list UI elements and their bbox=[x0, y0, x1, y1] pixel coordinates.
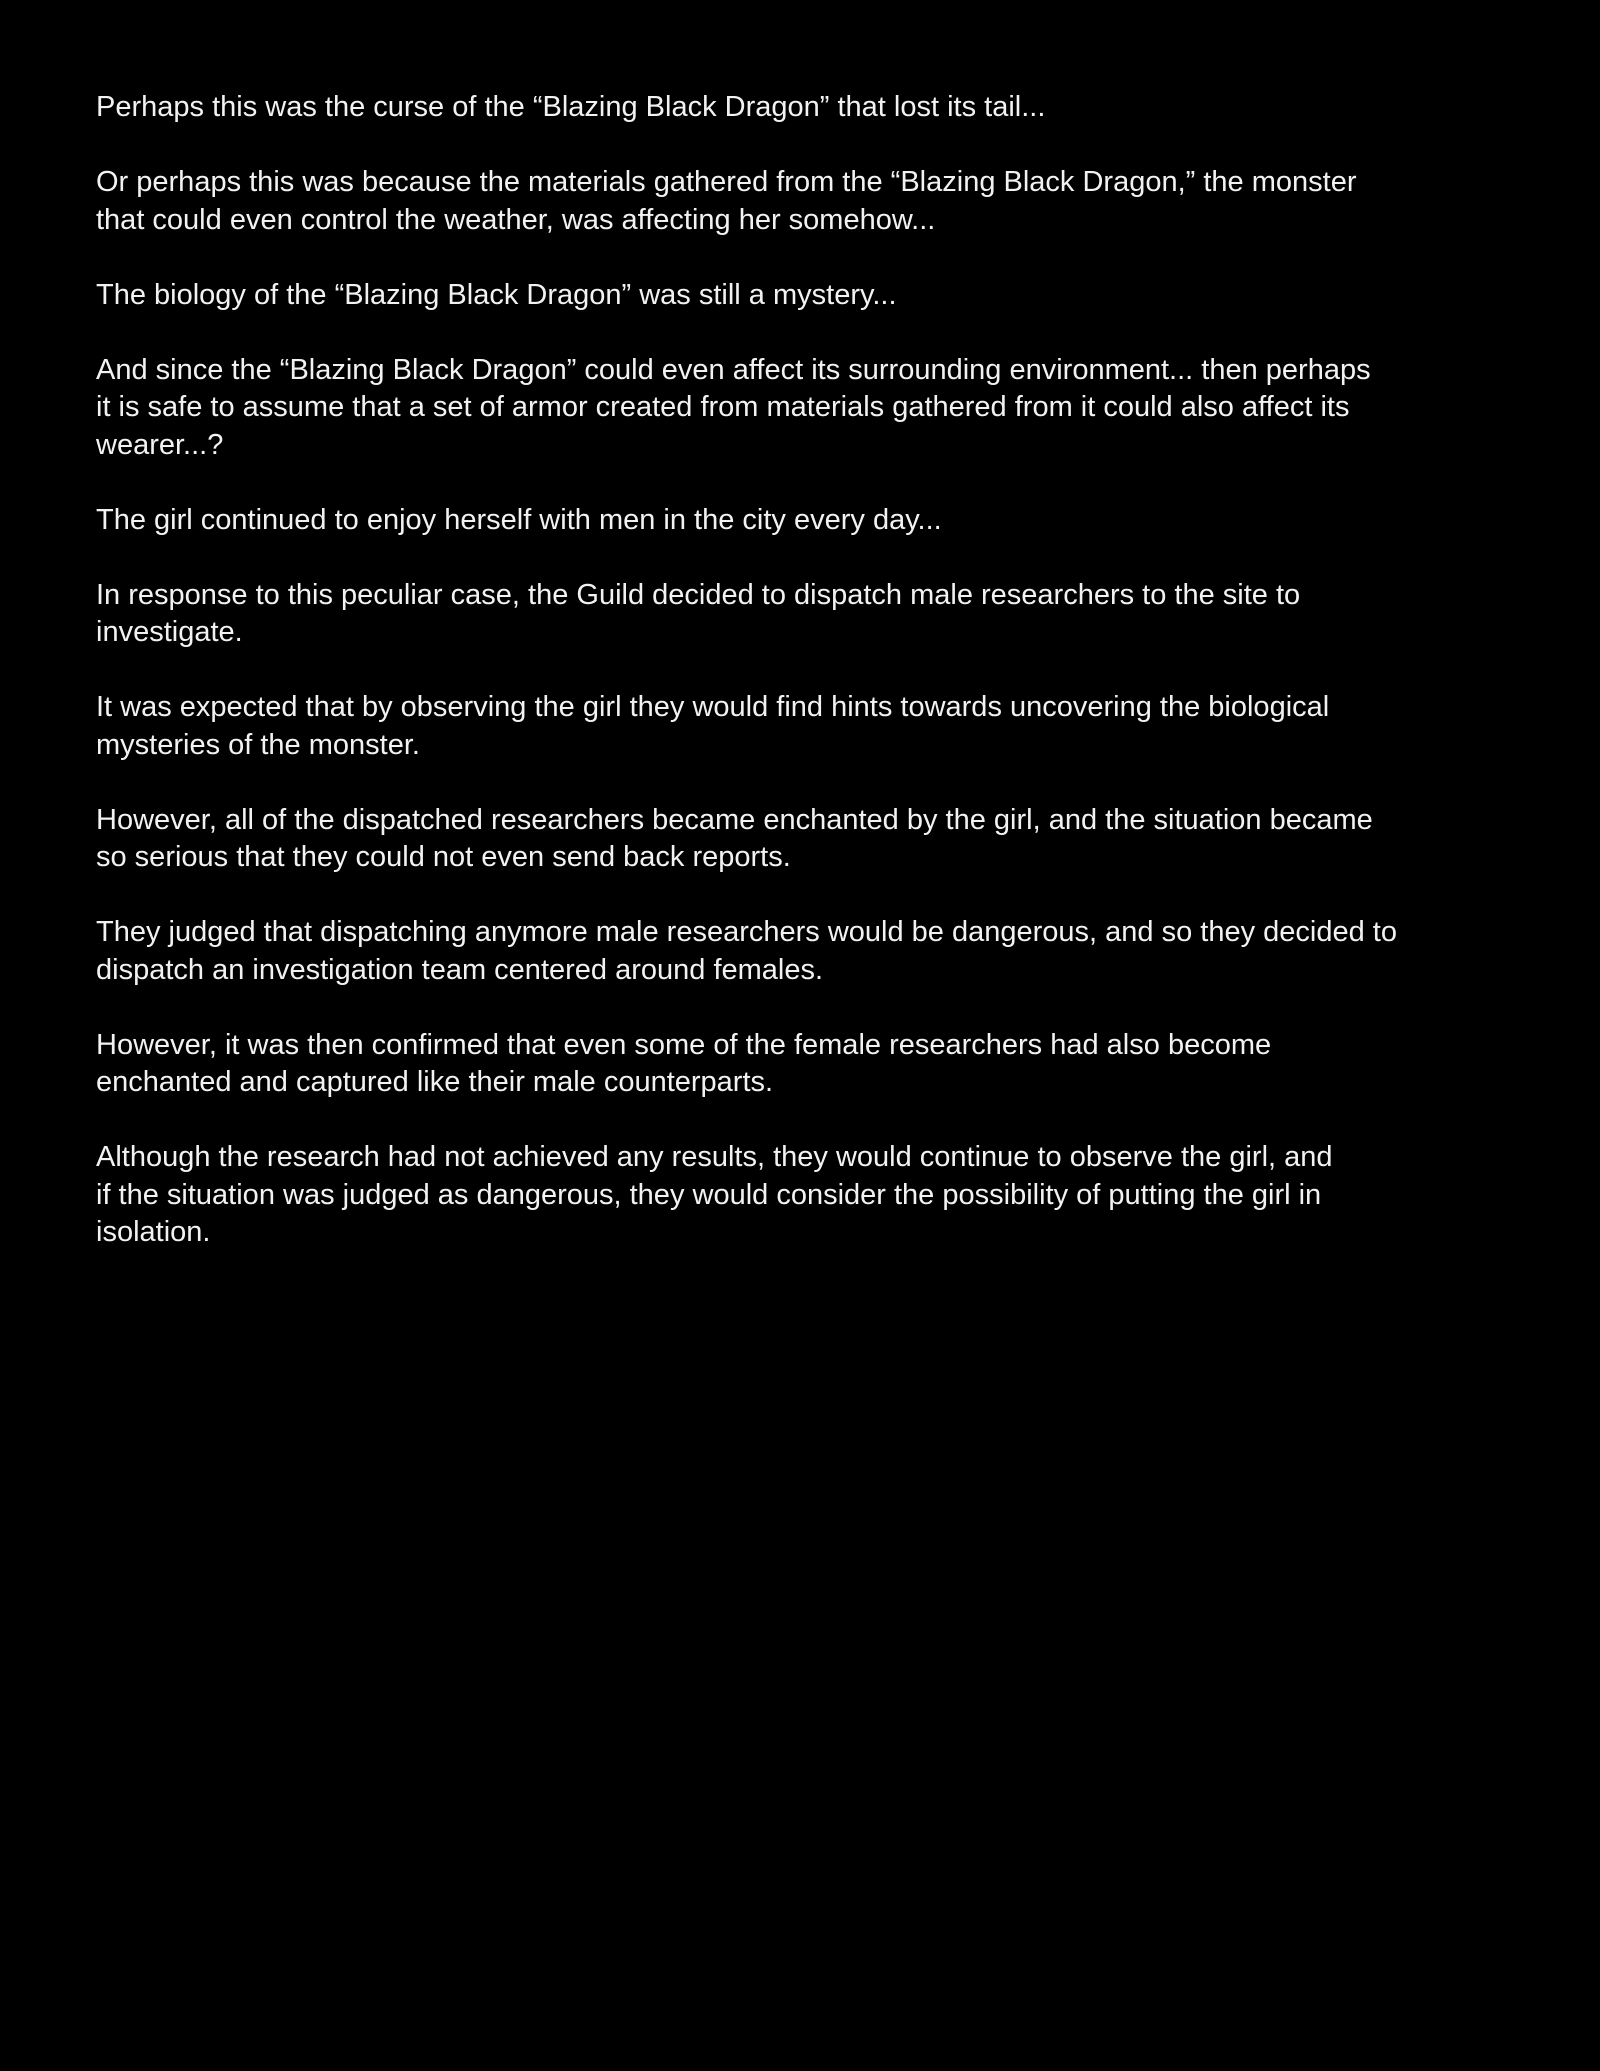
paragraph bbox=[96, 277, 1560, 315]
paragraph bbox=[96, 89, 1560, 127]
paragraph bbox=[96, 1027, 1560, 1102]
text-line: so serious that they could not even send back reports. bbox=[96, 841, 791, 873]
paragraph bbox=[96, 352, 1560, 465]
text-line: that could even control the weather, was affecting her somehow... bbox=[96, 203, 936, 236]
text-line: dispatch an investigation team centered around females. bbox=[96, 953, 824, 986]
paragraph bbox=[96, 802, 1560, 877]
text-line: However, all of the dispatched researchers became enchanted by the girl, and the situation became bbox=[96, 803, 1373, 836]
text-line: Or perhaps this was because the materials gathered from the “Blazing Black Dragon,” the monster bbox=[96, 166, 1357, 198]
text-line: wearer...? bbox=[96, 428, 224, 461]
text-line: isolation. bbox=[96, 1216, 211, 1248]
paragraph bbox=[96, 914, 1560, 989]
text-line: In response to this peculiar case, the Guild decided to dispatch male researchers to the site to bbox=[96, 578, 1301, 611]
paragraph bbox=[96, 1139, 1560, 1252]
paragraph bbox=[96, 577, 1560, 652]
text-line: The biology of the “Blazing Black Dragon” was still a mystery... bbox=[96, 278, 897, 311]
paragraph bbox=[96, 164, 1560, 239]
paragraph bbox=[96, 502, 1560, 540]
text-line: The girl continued to enjoy herself with men in the city every day... bbox=[96, 503, 942, 536]
text-line: Perhaps this was the curse of the “Blazing Black Dragon” that lost its tail... bbox=[96, 91, 1046, 123]
text-line: if the situation was judged as dangerous, they would consider the possibility of putting the girl in bbox=[96, 1178, 1322, 1211]
text-line: enchanted and captured like their male counterparts. bbox=[96, 1066, 774, 1098]
text-line: investigate. bbox=[96, 616, 243, 648]
text-line: it is safe to assume that a set of armor created from materials gathered from it could also affect its bbox=[96, 391, 1350, 423]
text-line: Although the research had not achieved any results, they would continue to observe the girl, and bbox=[96, 1141, 1333, 1173]
text-content bbox=[96, 89, 1560, 1252]
paragraph bbox=[96, 689, 1560, 764]
text-line: And since the “Blazing Black Dragon” could even affect its surrounding environment... then perhaps bbox=[96, 353, 1371, 386]
text-line: mysteries of the monster. bbox=[96, 728, 420, 761]
text-line: However, it was then confirmed that even some of the female researchers had also become bbox=[96, 1028, 1272, 1061]
text-line: They judged that dispatching anymore male researchers would be dangerous, and so they decided to bbox=[96, 916, 1397, 948]
text-line: It was expected that by observing the girl they would find hints towards uncovering the biological bbox=[96, 691, 1330, 723]
